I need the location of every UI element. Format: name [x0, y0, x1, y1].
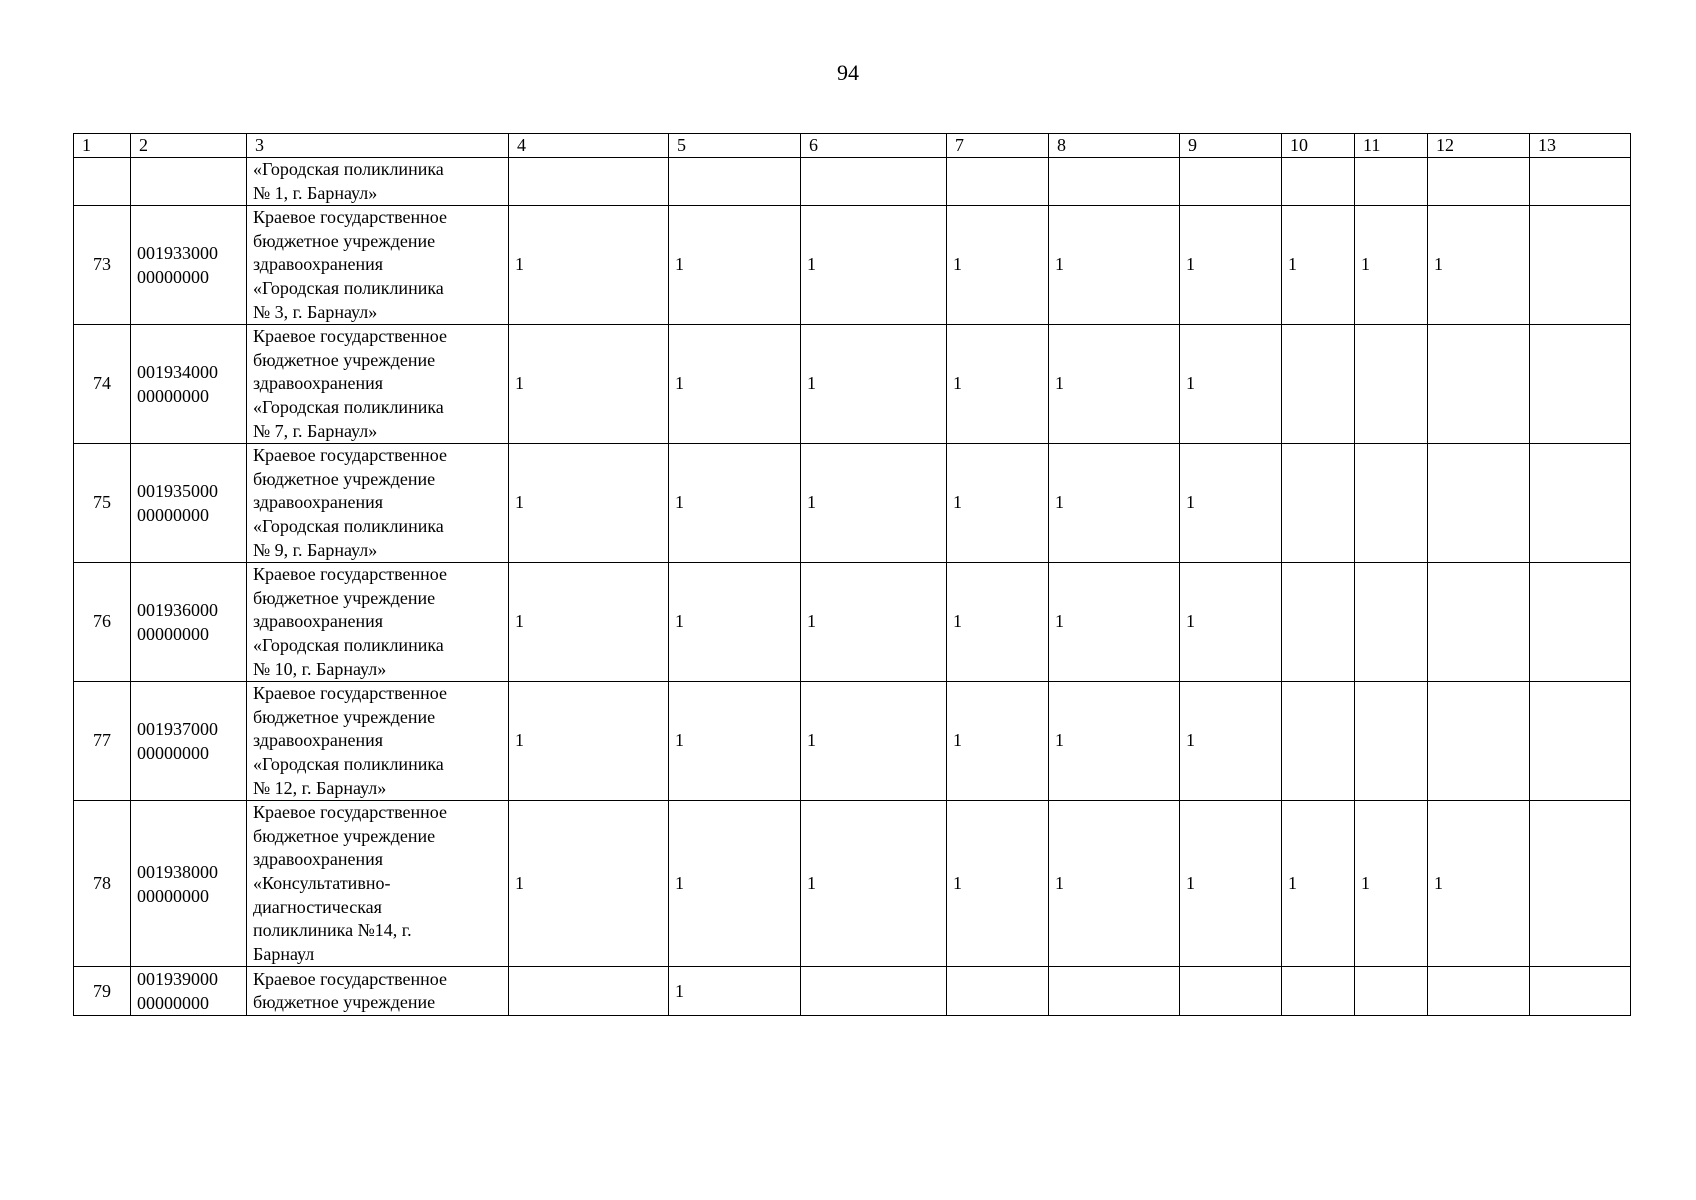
org-name-line: здравоохранения — [253, 730, 384, 751]
table-row — [74, 158, 1631, 206]
value-cell — [1530, 801, 1631, 967]
org-name-line: поликлиника №14, г. — [253, 920, 412, 941]
org-name-line: № 3, г. Барнаул» — [253, 301, 378, 322]
org-name-line: «Консультативно- — [253, 872, 391, 893]
table-row — [74, 682, 1631, 801]
column-header: 8 — [1049, 134, 1180, 158]
value-cell — [801, 158, 947, 206]
org-code — [131, 563, 247, 682]
table-row — [74, 444, 1631, 563]
value-cell — [1428, 563, 1530, 682]
org-name-line: бюджетное учреждение — [253, 349, 436, 370]
value-cell: 1 — [1049, 801, 1180, 967]
org-name-line: здравоохранения — [253, 373, 384, 394]
value-cell: 1 — [1428, 206, 1530, 325]
column-header: 13 — [1530, 134, 1631, 158]
value-cell — [1355, 967, 1428, 1016]
column-header: 12 — [1428, 134, 1530, 158]
value-cell — [1428, 325, 1530, 444]
column-header: 3 — [247, 134, 509, 158]
value-cell — [1428, 158, 1530, 206]
org-code — [131, 325, 247, 444]
org-code — [131, 206, 247, 325]
value-cell: 1 — [801, 682, 947, 801]
org-name-line: здравоохранения — [253, 849, 384, 870]
value-cell: 1 — [947, 801, 1049, 967]
org-code — [131, 158, 247, 206]
value-cell — [1530, 682, 1631, 801]
org-name — [247, 682, 509, 801]
value-cell: 1 — [1428, 801, 1530, 967]
org-code-line: 00000000 — [137, 885, 209, 906]
value-cell: 1 — [947, 444, 1049, 563]
value-cell: 1 — [801, 563, 947, 682]
org-name-line: диагностическая — [253, 896, 382, 917]
value-cell: 1 — [509, 444, 669, 563]
value-cell — [1355, 325, 1428, 444]
org-name — [247, 967, 509, 1016]
org-name-line: здравоохранения — [253, 492, 384, 513]
row-number: 77 — [74, 682, 131, 801]
table-row — [74, 563, 1631, 682]
value-cell — [1530, 563, 1631, 682]
org-name-line: бюджетное учреждение — [253, 230, 436, 251]
value-cell — [1180, 158, 1282, 206]
value-cell — [947, 158, 1049, 206]
org-code-line: 001938000 — [137, 861, 218, 882]
org-name-line: Краевое государственное — [253, 968, 447, 989]
org-name-line: «Городская поликлиника — [253, 159, 444, 179]
value-cell: 1 — [1049, 325, 1180, 444]
value-cell: 1 — [669, 682, 801, 801]
row-number: 75 — [74, 444, 131, 563]
value-cell: 1 — [1049, 206, 1180, 325]
org-name — [247, 158, 509, 206]
org-name-line: Краевое государственное — [253, 683, 447, 704]
row-number — [74, 158, 131, 206]
org-name-line: здравоохранения — [253, 254, 384, 275]
value-cell — [1530, 206, 1631, 325]
value-cell: 1 — [669, 563, 801, 682]
value-cell: 1 — [1180, 801, 1282, 967]
org-code-line: 001935000 — [137, 481, 218, 502]
org-name-line: Краевое государственное — [253, 802, 447, 823]
page-number: 94 — [837, 60, 859, 85]
table-row — [74, 325, 1631, 444]
org-code — [131, 801, 247, 967]
org-name — [247, 563, 509, 682]
org-name-line: Краевое государственное — [253, 445, 447, 466]
value-cell: 1 — [509, 563, 669, 682]
org-name-line: бюджетное учреждение — [253, 992, 436, 1013]
value-cell — [1282, 325, 1355, 444]
data-table — [73, 133, 1631, 1016]
value-cell — [1530, 325, 1631, 444]
org-name-line: Краевое государственное — [253, 564, 447, 585]
org-name-line: № 12, г. Барнаул» — [253, 777, 387, 798]
value-cell — [1049, 967, 1180, 1016]
value-cell: 1 — [947, 682, 1049, 801]
row-number: 74 — [74, 325, 131, 444]
value-cell — [1428, 444, 1530, 563]
value-cell — [1282, 682, 1355, 801]
org-code-line: 001934000 — [137, 362, 218, 383]
org-name-line: бюджетное учреждение — [253, 468, 436, 489]
org-name-line: бюджетное учреждение — [253, 825, 436, 846]
value-cell — [1355, 444, 1428, 563]
value-cell: 1 — [509, 801, 669, 967]
value-cell: 1 — [947, 325, 1049, 444]
value-cell — [801, 967, 947, 1016]
org-name-line: «Городская поликлиника — [253, 515, 444, 536]
value-cell: 1 — [509, 682, 669, 801]
value-cell — [1428, 682, 1530, 801]
column-header: 11 — [1355, 134, 1428, 158]
value-cell — [1428, 967, 1530, 1016]
org-name — [247, 801, 509, 967]
value-cell: 1 — [1282, 801, 1355, 967]
value-cell: 1 — [669, 967, 801, 1016]
row-number: 78 — [74, 801, 131, 967]
value-cell: 1 — [801, 444, 947, 563]
org-name — [247, 325, 509, 444]
value-cell: 1 — [801, 206, 947, 325]
value-cell: 1 — [1282, 206, 1355, 325]
org-name-line: № 10, г. Барнаул» — [253, 658, 387, 679]
value-cell: 1 — [1180, 444, 1282, 563]
column-header: 10 — [1282, 134, 1355, 158]
org-code-line: 001933000 — [137, 243, 218, 264]
value-cell — [1049, 158, 1180, 206]
org-code — [131, 444, 247, 563]
org-name-line: «Городская поликлиника — [253, 634, 444, 655]
value-cell: 1 — [1049, 444, 1180, 563]
org-code-line: 001936000 — [137, 600, 218, 621]
value-cell — [1282, 563, 1355, 682]
value-cell: 1 — [947, 563, 1049, 682]
value-cell: 1 — [1180, 682, 1282, 801]
value-cell — [1282, 967, 1355, 1016]
row-number: 79 — [74, 967, 131, 1016]
value-cell: 1 — [669, 325, 801, 444]
table-row — [74, 967, 1631, 1016]
value-cell — [1355, 682, 1428, 801]
row-number: 76 — [74, 563, 131, 682]
value-cell: 1 — [509, 206, 669, 325]
column-header: 1 — [74, 134, 131, 158]
value-cell: 1 — [1049, 563, 1180, 682]
org-name-line: бюджетное учреждение — [253, 706, 436, 727]
value-cell: 1 — [801, 801, 947, 967]
org-name-line: «Городская поликлиника — [253, 277, 444, 298]
value-cell: 1 — [1180, 325, 1282, 444]
row-number: 73 — [74, 206, 131, 325]
value-cell: 1 — [669, 444, 801, 563]
org-name-line: «Городская поликлиника — [253, 753, 444, 774]
org-code-line: 00000000 — [137, 993, 209, 1014]
value-cell — [1530, 158, 1631, 206]
value-cell: 1 — [1180, 206, 1282, 325]
value-cell: 1 — [509, 325, 669, 444]
value-cell — [1355, 563, 1428, 682]
value-cell — [1282, 158, 1355, 206]
value-cell: 1 — [801, 325, 947, 444]
org-name-line: Краевое государственное — [253, 207, 447, 228]
org-name-line: Барнаул — [253, 943, 315, 964]
org-name-line: здравоохранения — [253, 611, 384, 632]
column-header: 5 — [669, 134, 801, 158]
value-cell — [509, 967, 669, 1016]
header-row — [74, 134, 1631, 158]
org-code-line: 001937000 — [137, 719, 218, 740]
column-header: 4 — [509, 134, 669, 158]
org-name-line: «Городская поликлиника — [253, 396, 444, 417]
value-cell — [1180, 967, 1282, 1016]
table-row — [74, 801, 1631, 967]
column-header: 2 — [131, 134, 247, 158]
org-name — [247, 444, 509, 563]
column-header: 9 — [1180, 134, 1282, 158]
value-cell: 1 — [1180, 563, 1282, 682]
value-cell: 1 — [1049, 682, 1180, 801]
org-name-line: бюджетное учреждение — [253, 587, 436, 608]
value-cell — [1530, 444, 1631, 563]
value-cell: 1 — [947, 206, 1049, 325]
value-cell — [669, 158, 801, 206]
value-cell: 1 — [669, 801, 801, 967]
org-code — [131, 967, 247, 1016]
value-cell: 1 — [1355, 801, 1428, 967]
value-cell — [1282, 444, 1355, 563]
value-cell — [947, 967, 1049, 1016]
org-name-line: № 9, г. Барнаул» — [253, 539, 378, 560]
org-name-line: № 7, г. Барнаул» — [253, 420, 378, 441]
value-cell — [1530, 967, 1631, 1016]
org-name-line: Краевое государственное — [253, 326, 447, 347]
column-header: 6 — [801, 134, 947, 158]
value-cell: 1 — [1355, 206, 1428, 325]
org-code-line: 00000000 — [137, 743, 209, 764]
org-code-line: 00000000 — [137, 505, 209, 526]
org-code-line: 00000000 — [137, 267, 209, 288]
org-code — [131, 682, 247, 801]
org-code-line: 00000000 — [137, 624, 209, 645]
column-header: 7 — [947, 134, 1049, 158]
value-cell: 1 — [669, 206, 801, 325]
org-name — [247, 206, 509, 325]
table-row — [74, 206, 1631, 325]
value-cell — [1355, 158, 1428, 206]
org-name-line: № 1, г. Барнаул» — [253, 182, 378, 203]
org-code-line: 001939000 — [137, 969, 218, 990]
value-cell — [509, 158, 669, 206]
org-code-line: 00000000 — [137, 386, 209, 407]
